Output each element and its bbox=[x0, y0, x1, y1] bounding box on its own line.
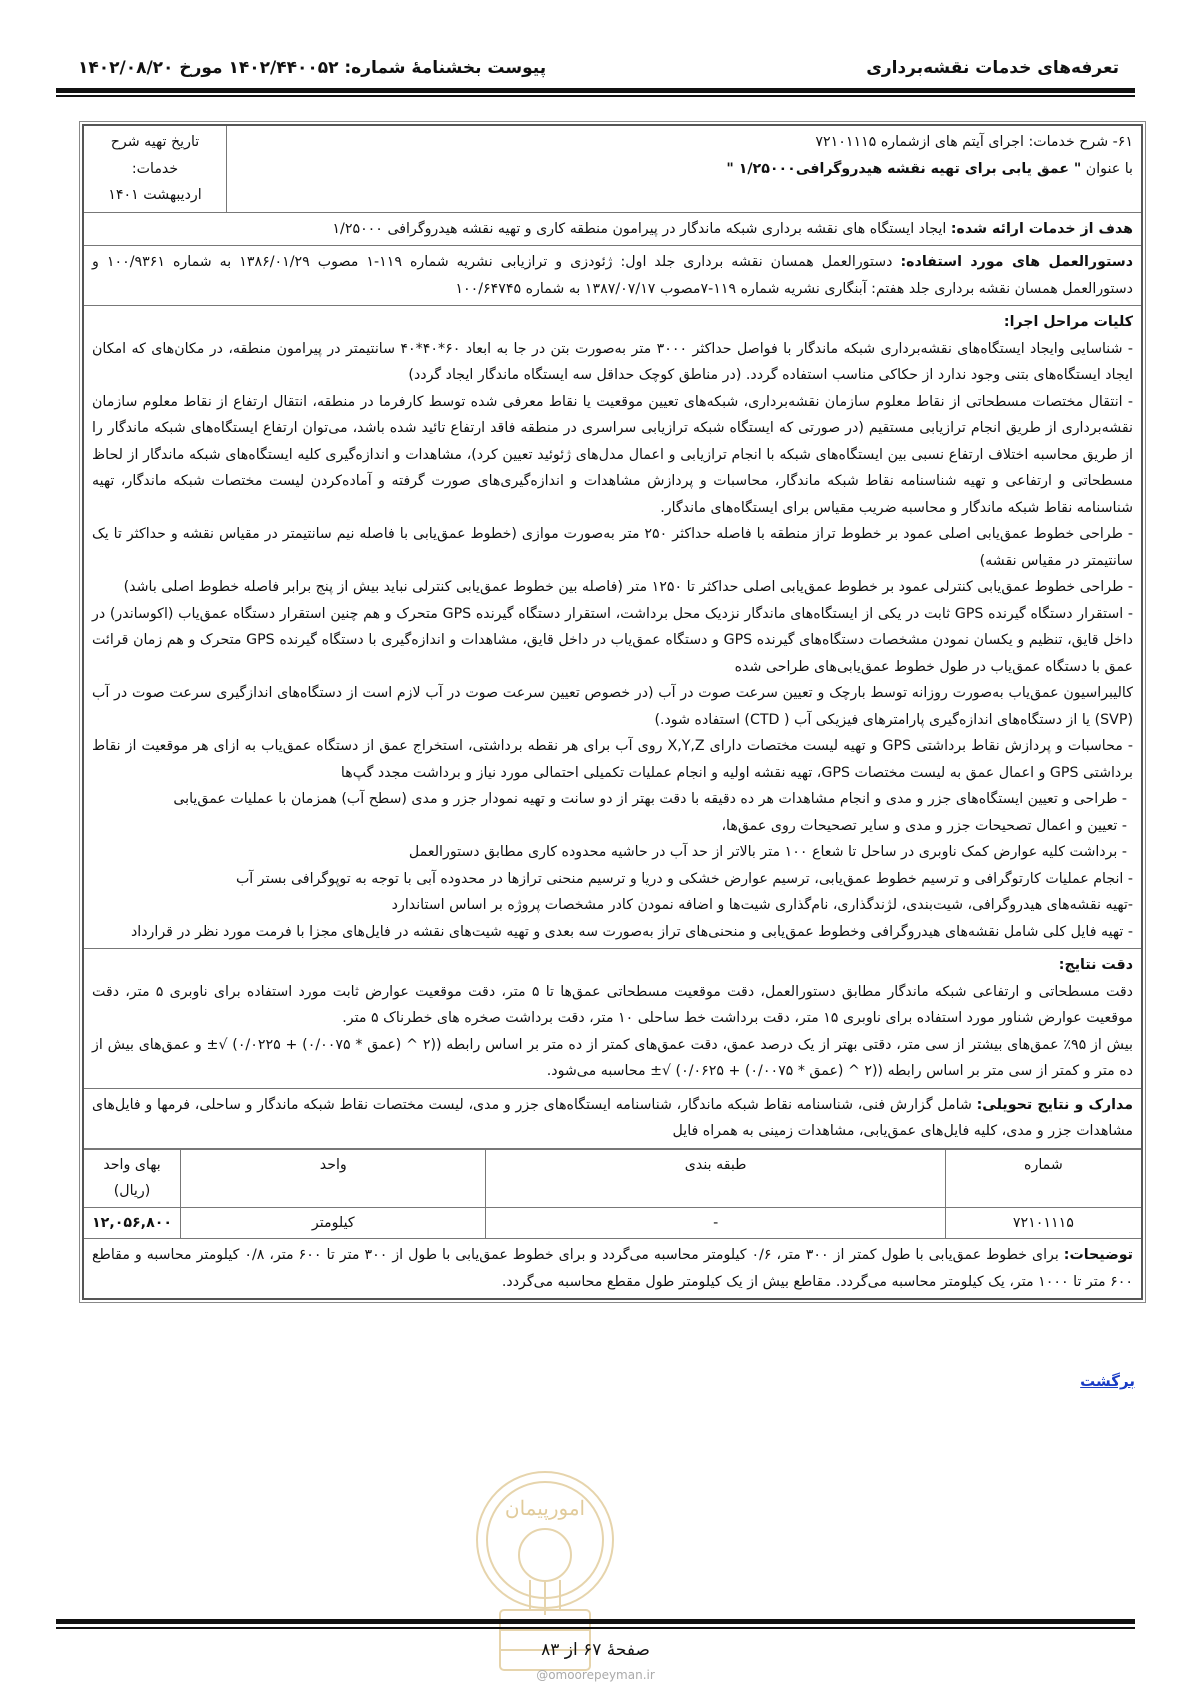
cell-classification: - bbox=[486, 1207, 945, 1239]
service-item-line: ۶۱- شرح خدمات: اجرای آیتم های ازشماره ۷۲۱۰۱۱۱۵ bbox=[815, 134, 1133, 150]
price-table bbox=[84, 1149, 1141, 1240]
goal-text: ایجاد ایستگاه های نقشه برداری شبکه ماندگار در پیرامون منطقه کاری و تهیه نقشه هیدروگرافی ۱/۲۵۰۰۰ bbox=[332, 220, 951, 237]
back-link[interactable]: برگشت bbox=[1080, 1372, 1135, 1390]
deliverables-text: شامل گزارش فنی، شناسنامه نقاط شبکه ماندگار، شناسنامه ایستگاه‌های جزر و مدی، لیست مختصات نقاط شبکه ماندگار و ساحلی، فرمها و فایل‌های مشاهدات جزر و مدی، کلیه فایل‌های عمق‌یابی، مشاهدات زمینی به همراه فایل bbox=[92, 1096, 1133, 1139]
step-item: - شناسایی وایجاد ایستگاه‌های نقشه‌برداری شبکه ماندگار با فواصل حداکثر ۳۰۰۰ متر به‌صورت بتن در جا به ابعاد ۶۰*۴۰*۴۰ سانتیمتر در پیرامون منطقه، در مکان‌های که امکان ایجاد ایستگاه‌های بتنی وجود ندارد از حکاکی مناسب استفاده گردد. (در مناطق کوچک حداقل سه ایستگاه ماندگار ایجاد گردد) bbox=[92, 340, 1133, 383]
goal-section bbox=[84, 213, 1141, 247]
deliverables-label: مدارک و نتایج تحویلی: bbox=[976, 1096, 1134, 1113]
steps-section bbox=[84, 306, 1141, 949]
step-item: - برداشت کلیه عوارض کمک ناوبری در ساحل تا شعاع ۱۰۰ متر بالاتر از حد آب در حاشیه محدوده کاری مطابق دستورالعمل bbox=[408, 844, 1127, 860]
step-item: -تهیه نقشه‌های هیدروگرافی، شیت‌بندی، لژندگذاری، نام‌گذاری شیت‌ها و اضافه نمودن کادر مشخصات پروژه بر اساس استاندارد bbox=[391, 897, 1133, 913]
accuracy-paragraph: بیش از ۹۵٪ عمق‌های بیشتر از سی متر، دقتی بهتر از یک درصد عمق، دقت عمق‌های کمتر از ده متر بر اساس رابطه ((۲ ^ (عمق * ۰/۰۰۷۵) + ۰/۰۲۲۵) √± و عمق‌های بیش از ده متر و کمتر از سی متر بر اساس رابطه ((۲ ^ (عمق * ۰/۰۰۷۵) + ۰/۰۶۲۵) √± محاسبه می‌شود. bbox=[92, 1036, 1133, 1079]
service-title: " عمق یابی برای تهیه نقشه هیدروگرافی۱/۲۵۰۰۰ " bbox=[726, 160, 1082, 177]
step-item: کالیبراسیون عمق‌یاب به‌صورت روزانه توسط بارچک و تعیین سرعت صوت در آب (در خصوص تعیین سرعت صوت در آب لازم است از دستگاه‌های اندازگیری سرعت صوت در آب (SVP) یا از دستگاه‌های اندازه‌گیری پارامترهای فیزیکی آب ( CTD) استفاده شود.) bbox=[92, 685, 1133, 728]
service-title-line bbox=[235, 156, 1133, 183]
accuracy-section bbox=[84, 949, 1141, 1089]
goal-label: هدف از خدمات ارائه شده: bbox=[950, 220, 1133, 237]
step-item: - انجام عملیات کارتوگرافی و ترسیم خطوط عمق‌یابی، ترسیم عوارض خشکی و دریا و ترسیم منحنی ترازها در محدوده آبی با توجه به توپوگرافی بستر آب bbox=[235, 870, 1133, 887]
step-item: - تعیین و اعمال تصحیحات جزر و مدی و سایر تصحیحات روی عمق‌ها، bbox=[721, 817, 1127, 834]
header-price: بهای واحد (ریال) bbox=[84, 1149, 181, 1207]
document-title: تعرفه‌های خدمات نقشه‌برداری bbox=[866, 58, 1119, 78]
cell-unit: کیلومتر bbox=[181, 1207, 486, 1239]
service-title-prefix: با عنوان bbox=[1081, 160, 1133, 177]
header-rule-thick bbox=[56, 88, 1135, 93]
step-item: - محاسبات و پردازش نقاط برداشتی GPS و تهیه لیست مختصات دارای X,Y,Z روی آب برای هر نقطه برداشتی، استخراج عمق از دستگاه عمق‌یاب به ازای هر موقعیت از نقاط برداشتی GPS و اعمال عمق به لیست مختصات GPS، تهیه نقشه اولیه و انجام عملیات تکمیلی احتمالی مورد نیاز و برداشت مجدد گپ‌ها bbox=[92, 738, 1133, 781]
page-header bbox=[78, 58, 1119, 82]
accuracy-paragraph: دقت مسطحاتی و ارتفاعی شبکه ماندگار مطابق دستورالعمل، دقت موقعیت مسطحاتی عمق‌ها تا ۵ متر، دقت موقعیت عوارض ثابت مورد استفاده برای ناوبری ۵ متر، دقت موقعیت عوارض شناور مورد استفاده برای ناوبری ۱۵ متر، دقت برداشت خط ساحلی ۱۰ متر، دقت برداشت صخره های خطرناک ۵ متر. bbox=[92, 983, 1133, 1026]
instructions-text: دستورالعمل همسان نقشه برداری جلد اول: ژئودزی و ترازیابی نشریه شماره ۱۱۹-۱ مصوب ۱۳۸۶/۰۱/۲۹ به شماره ۱۰۰/۹۳۶۱ و دستورالعمل همسان نقشه برداری جلد هفتم: آبنگاری نشریه شماره ۱۱۹-۷مصوب ۱۳۸۷/۰۷/۱۷ به شماره ۱۰۰/۶۴۷۴۵ bbox=[92, 254, 1133, 297]
footer-rule-thick bbox=[56, 1619, 1135, 1624]
footer-rule-thin bbox=[56, 1627, 1135, 1629]
table-row bbox=[84, 1207, 1141, 1239]
step-item: - استقرار دستگاه گیرنده GPS ثابت در یکی از ایستگاه‌های ماندگار نزدیک محل برداشت، استقرار دستگاه گیرنده GPS متحرک و هم چنین استقرار دستگاه عمق‌یاب (اکوساندر) در داخل قایق، تنظیم و یکسان نمودن مشخصات دستگاه‌های گیرنده GPS و دستگاه عمق‌یاب در داخل قایق، مشاهدات و اندازه‌گیری با دستگاه گیرنده GPS متحرک و هم زمان قرائت عمق با دستگاه عمق‌یاب در طول خطوط عمق‌یابی‌های طراحی شده bbox=[92, 605, 1133, 675]
instructions-section bbox=[84, 246, 1141, 306]
notes-text: برای خطوط عمق‌یابی با طول کمتر از ۳۰۰ متر، ۰/۶ کیلومتر محاسبه می‌گردد و برای خطوط عمق‌یابی با طول از ۳۰۰ متر تا ۶۰۰ متر، ۰/۸ کیلومتر محاسبه و مقاطع ۶۰۰ متر تا ۱۰۰۰ متر، یک کیلومتر محاسبه می‌گردد. مقاطع بیش از یک کیلومتر طول مقطع محاسبه می‌گردد. bbox=[92, 1247, 1133, 1290]
attachment-reference: پیوست بخشنامهٔ شماره: ۱۴۰۲/۴۴۰۰۵۲ مورخ ۱۴۰۲/۰۸/۲۰ bbox=[78, 58, 547, 78]
seal-text: امورپیمان bbox=[504, 1496, 586, 1520]
deliverables-section bbox=[84, 1089, 1141, 1149]
watermark: @omoorepeyman.ir bbox=[536, 1668, 655, 1682]
header-classification: طبقه بندی bbox=[486, 1149, 945, 1207]
accuracy-label: دقت نتایج: bbox=[1058, 957, 1133, 973]
date-label: تاریخ تهیه شرح خدمات: bbox=[110, 134, 200, 177]
step-item: - طراحی و تعیین ایستگاه‌های جزر و مدی و انجام مشاهدات هر ده دقیقه با دقت بهتر از دو سانت و تهیه نمودار جزر و مدی (سطح آب) همزمان با عملیات عمق‌یابی bbox=[173, 791, 1127, 807]
cell-price: ۱۲,۰۵۶,۸۰۰ bbox=[84, 1207, 181, 1239]
notes-section bbox=[84, 1239, 1141, 1298]
date-value: اردیبهشت ۱۴۰۱ bbox=[108, 187, 202, 203]
page-number: صفحهٔ ۶۷ از ۸۳ bbox=[541, 1640, 650, 1660]
notes-label: توضیحات: bbox=[1063, 1247, 1134, 1263]
steps-label: کلیات مراحل اجرا: bbox=[1003, 314, 1133, 330]
service-title-table bbox=[84, 126, 1141, 213]
header-unit: واحد bbox=[181, 1149, 486, 1207]
header-rule-thin bbox=[56, 95, 1135, 97]
price-table-header bbox=[84, 1149, 1141, 1207]
header-number: شماره bbox=[945, 1149, 1141, 1207]
step-item: - طراحی خطوط عمق‌یابی کنترلی عمود بر خطوط عمق‌یابی اصلی حداکثر تا ۱۲۵۰ متر (فاصله بین خطوط عمق‌یابی کنترلی نباید بیش از پنج برابر فاصله خطوط اصلی باشد) bbox=[123, 579, 1133, 595]
step-item: - تهیه فایل کلی شامل نقشه‌های هیدروگرافی وخطوط عمق‌یابی و منحنی‌های تراز به‌صورت سه بعدی و تهیه شیت‌های نقشه در فایل‌های مجزا با فرمت مورد نظر در قرارداد bbox=[130, 923, 1133, 940]
service-description-table bbox=[82, 124, 1143, 1300]
step-item: - طراحی خطوط عمق‌یابی اصلی عمود بر خطوط تراز منطقه با فاصله حداکثر ۲۵۰ متر به‌صورت موازی (خطوط عمق‌یابی با فاصله نیم سانتیمتر در مقیاس نقشه و حداکثر تا یک سانتیمتر در مقیاس نقشه) bbox=[92, 526, 1134, 569]
step-item: - انتقال مختصات مسطحاتی از نقاط معلوم سازمان نقشه‌برداری، شبکه‌های تعیین موقعیت یا نقاط معرفی شده توسط کارفرما در منطقه، انتقال ارتفاع از نقاط معلوم سازمان نقشه‌برداری از طریق انجام ترازیابی مستقیم (در صورتی که ایستگاه شبکه ترازیابی سراسری در منطقه فاقد ارتفاع تائید شده باشد، می‌توان ارتفاع ایستگاه‌های شبکه ماندگار را از طریق محاسبه اختلاف ارتفاع نسبی بین ایستگاه‌های شبکه با انجام ترازیابی و اعمال مدل‌های ژئوئید تعیین کرد)، مشاهدات و اندازه‌گیری کلیه ایستگاه‌های شبکه ماندگار از لحاظ مسطحاتی و ارتفاعی و تهیه شناسنامه نقاط شبکه ماندگار، محاسبات و پردازش مشاهدات و اندازه‌گیری‌های صورت گرفته و آماده‌کردن لیست مختصات شبکه ماندگار، تهیه شناسنامه نقاط شبکه ماندگار و محاسبه ضریب مقیاس برای ایستگاه‌های ماندگار. bbox=[92, 393, 1133, 516]
instructions-label: دستورالعمل های مورد استفاده: bbox=[900, 254, 1134, 270]
cell-number: ۷۲۱۰۱۱۱۵ bbox=[945, 1207, 1141, 1239]
